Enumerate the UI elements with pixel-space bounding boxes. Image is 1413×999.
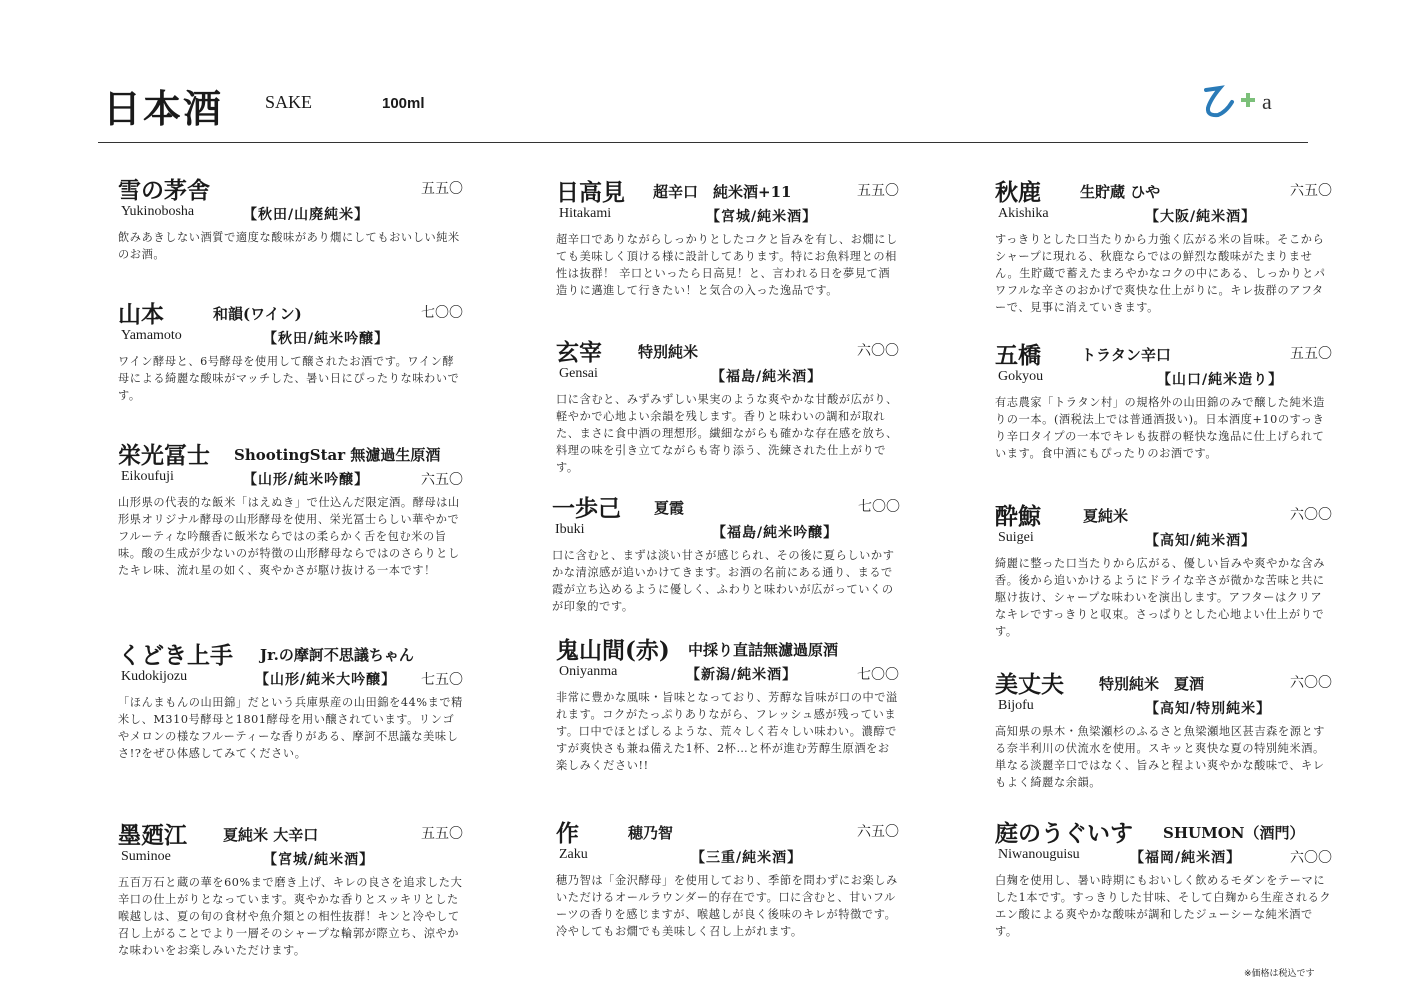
sake-description: 白麹を使用し、暑い時期にもおいしく飲めるモダンをテーマにした1本です。すっきりした甘味、そして白麹から生産されるクエン酸による爽やかな酸味が調和したジューシーな純米酒です。	[995, 874, 1332, 938]
sake-subtitle: 生貯蔵 ひや	[1080, 183, 1161, 201]
sake-subtitle: 夏霞	[654, 499, 685, 517]
sake-name: 日高見	[556, 179, 625, 206]
sake-romaji: Gensai	[559, 366, 598, 381]
page-title: 日本酒	[103, 86, 224, 131]
sake-romaji: Ibuki	[555, 522, 585, 537]
sake-subtitle: トラタン辛口	[1081, 346, 1171, 364]
brand-logo	[1200, 82, 1300, 122]
sake-name: くどき上手	[118, 642, 233, 669]
sake-region: 【宮城/純米酒】	[263, 852, 375, 868]
sake-price-alt: 六五〇	[421, 472, 463, 488]
sake-price-alt: 六〇〇	[1290, 850, 1332, 866]
sake-item-eikoufuji	[118, 437, 463, 579]
sake-name: 雪の茅舎	[118, 177, 210, 204]
sake-price: 五五〇	[421, 826, 463, 842]
sake-romaji: Eikoufuji	[121, 469, 174, 484]
sake-romaji: Yamamoto	[121, 328, 182, 343]
sake-item-niwanouguisu	[995, 815, 1332, 940]
sake-description: 非常に豊かな風味・旨味となっており、芳醇な旨味が口の中で溢れます。コクがたっぷりありながら、フレッシュ感が残っています。口中でほとばしるような、荒々しく若々しい味わい。濃醇ですが爽快さも兼ね備えた1杯、2杯…と杯が進む芳醇生原酒をお楽しみください!!	[556, 691, 898, 772]
sake-price: 六〇〇	[1290, 507, 1332, 523]
sake-region: 【高知/純米酒】	[1145, 533, 1257, 549]
sake-romaji: Hitakami	[559, 206, 612, 221]
sake-name: 栄光冨士	[118, 442, 210, 469]
sake-item-bijofu	[995, 666, 1332, 791]
sake-item-suigei	[995, 498, 1332, 640]
sake-description: 穂乃智は「金沢酵母」を使用しており、季節を問わずにお楽しみいただけるオールラウンダー的存在です。口に含むと、甘いフルーツの香りを感じますが、喉越しが良く後味のキレが特徴です。冷やしてもお燗でも美味しく召し上がれます。	[556, 874, 898, 938]
sake-name: 五橋	[995, 342, 1041, 369]
sake-region: 【福島/純米吟醸】	[712, 525, 839, 541]
sake-name: 鬼山間(赤)	[556, 637, 670, 664]
sake-name: 庭のうぐいす	[995, 820, 1133, 847]
sake-name: 秋鹿	[995, 179, 1041, 206]
sake-romaji: Yukinobosha	[121, 204, 195, 219]
sake-description: 「ほんまもんの山田錦」だという兵庫県産の山田錦を44%まで精米し、M310号酵母と1801酵母を用い醸されています。リンゴやメロンの様なフルーティーな香りがある、摩訶不思議な美味しさ!?をぜひ体感してみてください。	[118, 696, 463, 760]
sake-region: 【新潟/純米酒】	[686, 667, 798, 683]
tax-footnote: ※価格は税込です	[1244, 969, 1315, 979]
sake-description: 超辛口でありながらしっかりとしたコクと旨みを有し、お燗にしても美味しく頂ける様に設計してあります。特にお魚料理との相性は抜群！ 辛口といったら日高見！と、言われる日を夢見て酒造りに邁進して行きたい！と気合の入った逸品です。	[556, 233, 898, 297]
sake-romaji: Akishika	[998, 206, 1049, 221]
sake-description: すっきりとした口当たりから力強く広がる米の旨味。そこからシャープに現れる、秋鹿ならではの鮮烈な酸味がたまりません。生貯蔵で蓄えたまろやかなコクの中にある、しっかりとパワフルな辛さのおかげで爽快な仕上がりに。キレ抜群のアフターで、見事に消えていきます。	[995, 233, 1326, 314]
sake-item-ibuki	[552, 490, 900, 615]
sake-subtitle: SHUMON（酒門）	[1163, 824, 1305, 842]
sake-region: 【三重/純米酒】	[691, 850, 803, 866]
sake-price: 五五〇	[1290, 346, 1332, 362]
sake-item-oniyanma	[556, 632, 901, 774]
sake-region: 【秋田/山廃純米】	[243, 207, 370, 223]
sake-name: 山本	[118, 301, 164, 328]
sake-name: 墨廼江	[118, 822, 187, 849]
sake-price: 五五〇	[421, 181, 463, 197]
sake-price-alt: 七五〇	[421, 672, 463, 688]
sake-price: 六五〇	[857, 824, 899, 840]
sake-romaji: Suigei	[998, 530, 1034, 545]
sake-item-gokyou	[995, 337, 1332, 462]
sake-region: 【山形/純米大吟醸】	[255, 672, 397, 688]
page-subtitle: SAKE	[265, 92, 313, 112]
sake-subtitle: 穂乃智	[628, 824, 674, 842]
sake-price: 六〇〇	[857, 343, 899, 359]
sake-romaji: Kudokijozu	[121, 669, 188, 684]
sake-subtitle: 夏純米 大辛口	[223, 826, 319, 844]
sake-region: 【高知/特別純米】	[1145, 701, 1272, 717]
sake-price: 六〇〇	[1290, 675, 1332, 691]
sake-price: 六五〇	[1290, 183, 1332, 199]
sake-region: 【山形/純米吟醸】	[243, 472, 370, 488]
sake-description: 口に含むと、まずは淡い甘さが感じられ、その後に夏らしいかすかな清涼感が追いかけてきます。お酒の名前にある通り、まるで霞が立ち込めるように優しく、ふわりと味わいが広がっていくのが印象的です。	[552, 549, 895, 613]
sake-price-alt: 七〇〇	[857, 667, 899, 683]
sake-item-suminoe	[118, 817, 463, 959]
sake-subtitle: ShootingStar 無濾過生原酒	[234, 446, 441, 464]
sake-region: 【福島/純米酒】	[711, 369, 823, 385]
sake-region: 【宮城/純米酒】	[706, 209, 818, 225]
sake-description: ワイン酵母と、6号酵母を使用して醸されたお酒です。ワイン酵母による綺麗な酸味がマッチした、暑い日にぴったりな味わいです。	[118, 355, 460, 402]
sake-subtitle: 中採り直詰無濾過原酒	[688, 641, 839, 659]
sake-item-hitakami	[556, 174, 901, 299]
sake-romaji: Zaku	[559, 847, 588, 862]
sake-item-kudokijozu	[118, 637, 463, 762]
logo-letter: a	[1262, 89, 1272, 114]
sake-description: 綺麗に整った口当たりから広がる、優しい旨みや爽やかな含み香。後から追いかけるようにドライな辛さが微かな苦味と共に駆け抜け、シャープな味わいを演出します。アフターはクリアなキレですっきりと収束。さっぱりとした心地よい仕上がりです。	[995, 557, 1326, 638]
sake-subtitle: 夏純米	[1083, 507, 1129, 525]
sake-price: 七〇〇	[421, 305, 463, 321]
sake-item-akishika	[995, 174, 1332, 316]
sake-description: 高知県の県木・魚梁瀬杉のふるさと魚梁瀬地区甚吉森を源とする奈半利川の伏流水を使用。スキッと爽快な夏の特別純米酒。単なる淡麗辛口ではなく、旨みと程よい爽やかな酸味で、キレもよく綺麗な余韻。	[995, 725, 1326, 789]
sake-description: 口に含むと、みずみずしい果実のような爽やかな甘酸が広がり、軽やかで心地よい余韻を残します。香りと味わいの調和が取れた、まさに食中酒の理想形。繊細ながらも確かな存在感を放ち、料理の味を引き立てながらも寄り添う、洗練された仕上がりです。	[556, 393, 898, 474]
sake-romaji: Niwanouguisu	[998, 847, 1080, 862]
sake-name: 一歩己	[552, 495, 621, 522]
sake-subtitle: 超辛口 純米酒+11	[653, 183, 792, 201]
sake-name: 玄宰	[556, 339, 602, 366]
sake-description: 五百万石と蔵の華を60%まで磨き上げ、キレの良さを追求した大辛口の仕上がりとなっています。爽やかな香りとスッキリとした喉越しは、夏の旬の食材や魚介類との相性抜群！キンと冷やして召し上がることでより一層そのシャープな輪郭が際立ち、涼やかな味わいをお楽しみいただけます。	[118, 876, 463, 957]
sake-region: 【秋田/純米吟醸】	[263, 331, 390, 347]
sake-description: 山形県の代表的な飯米「はえぬき」で仕込んだ限定酒。酵母は山形県オリジナル酵母の山形酵母を使用、栄光冨士らしい華やかでフルーティな吟醸香に飯米ならではの柔らかく舌を包む米の旨味。酸の生成が少ないのが特徴の山形酵母ならではのさらりとしたキレ味、流れ星の如く、爽やかさが駆け抜ける一本です！	[118, 496, 460, 577]
sake-romaji: Oniyanma	[559, 664, 618, 679]
sake-subtitle: Jr.の摩訶不思議ちゃん	[260, 646, 414, 664]
sake-item-yukinobosha	[118, 172, 463, 263]
sake-subtitle: 和韻(ワイン)	[213, 305, 302, 323]
sake-subtitle: 特別純米 夏酒	[1099, 675, 1205, 693]
serving-volume: 100ml	[382, 95, 425, 112]
sake-romaji: Suminoe	[121, 849, 171, 864]
header-divider	[98, 142, 1308, 143]
sake-description: 有志農家「トラタン村」の規格外の山田錦のみで醸した純米造りの一本。(酒税法上では普通酒扱い)。日本酒度+10のすっきり辛口タイプの一本でキレも抜群の軽快な逸品に仕上げられています。食中酒にもぴったりのお酒です。	[995, 396, 1325, 460]
menu-header	[0, 0, 1413, 145]
sake-region: 【大阪/純米酒】	[1145, 209, 1257, 225]
sake-romaji: Bijofu	[998, 698, 1034, 713]
sake-region: 【山口/純米造り】	[1157, 372, 1284, 388]
sake-item-zaku	[556, 815, 901, 940]
sake-name: 作	[556, 820, 579, 847]
sake-price: 五五〇	[857, 183, 899, 199]
sake-region: 【福岡/純米酒】	[1130, 850, 1242, 866]
sake-price: 七〇〇	[858, 499, 900, 515]
sake-name: 美丈夫	[995, 671, 1064, 698]
sake-item-gensai	[556, 334, 901, 476]
sake-description: 飲みあきしない酒質で適度な酸味があり燗にしてもおいしい純米のお酒。	[118, 231, 460, 261]
sake-romaji: Gokyou	[998, 369, 1044, 384]
sake-name: 酔鯨	[995, 503, 1041, 530]
sake-item-yamamoto	[118, 296, 463, 404]
sake-subtitle: 特別純米	[638, 343, 699, 361]
